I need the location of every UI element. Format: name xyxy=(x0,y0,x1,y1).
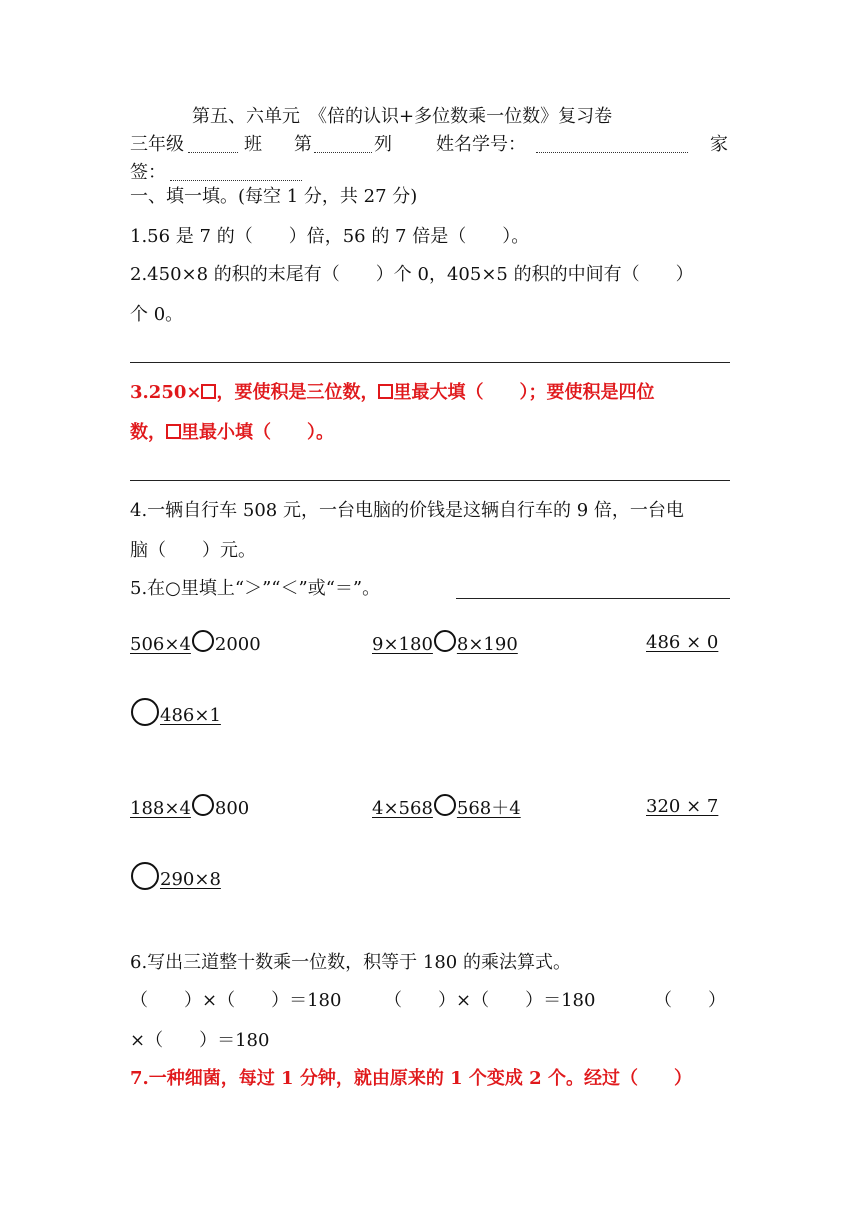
compare-6-left: 320 × 7 xyxy=(646,796,719,817)
compare-right: 8×190 xyxy=(456,634,518,655)
compare-3 xyxy=(130,698,221,729)
q3-text-4: 数， xyxy=(130,422,166,443)
question-2-line2: 个 0。 xyxy=(130,304,184,325)
compare-left: 188×4 xyxy=(130,798,191,819)
circle-blank-icon[interactable] xyxy=(434,794,456,816)
class-blank xyxy=(188,136,238,153)
compare-2 xyxy=(372,630,518,658)
box-icon xyxy=(201,384,216,399)
compare-left: 9×180 xyxy=(372,634,433,655)
section-heading: 一、填一填。(每空 1 分，共 27 分) xyxy=(130,186,418,207)
question-3-line1 xyxy=(130,382,654,404)
compare-right: 800 xyxy=(214,798,250,819)
box-icon xyxy=(378,384,393,399)
header-qian: 签： xyxy=(130,162,166,183)
header-jia: 家 xyxy=(710,134,728,155)
compare-left: 4×568 xyxy=(372,798,433,819)
circle-blank-icon[interactable] xyxy=(131,698,159,726)
q3-text-3: 里最大填（ ）；要使积是四位 xyxy=(393,382,655,403)
compare-right: 486×1 xyxy=(160,705,221,726)
divider-1 xyxy=(130,362,730,363)
question-7: 7.一种细菌，每过 1 分钟，就由原来的 1 个变成 2 个。经过（ ） xyxy=(130,1068,692,1089)
circle-blank-icon[interactable] xyxy=(434,630,456,652)
circle-blank-icon[interactable] xyxy=(192,794,214,816)
question-4-line1: 4.一辆自行车 508 元，一台电脑的价钱是这辆自行车的 9 倍，一台电 xyxy=(130,500,684,521)
question-1: 1.56 是 7 的（ ）倍，56 的 7 倍是（ ）。 xyxy=(130,226,530,247)
compare-1 xyxy=(130,630,261,658)
q6-expr-1: （ ）×（ ）＝180 xyxy=(130,990,342,1011)
compare-left: 506×4 xyxy=(130,634,191,655)
compare-right: 290×8 xyxy=(160,869,221,890)
q6-expr-3a: （ ） xyxy=(654,990,726,1011)
q3-text-1: 3.250× xyxy=(130,382,202,403)
question-2-line1: 2.450×8 的积的末尾有（ ）个 0，405×5 的积的中间有（ ） xyxy=(130,264,694,285)
compare-right: 568＋4 xyxy=(456,798,521,819)
compare-right: 2000 xyxy=(214,634,261,655)
question-4-line2: 脑（ ）元。 xyxy=(130,540,256,561)
header-lie: 列 xyxy=(374,134,392,155)
divider-2 xyxy=(130,480,730,481)
circle-blank-icon[interactable] xyxy=(192,630,214,652)
circle-blank-icon[interactable] xyxy=(131,862,159,890)
compare-5 xyxy=(372,794,521,822)
q5-answer-line xyxy=(456,598,730,599)
page-title: 第五、六单元 《倍的认识+多位数乘一位数》复习卷 xyxy=(192,106,613,127)
compare-3-left: 486 × 0 xyxy=(646,632,719,653)
header-grade: 三年级 xyxy=(130,134,184,155)
name-blank xyxy=(536,136,688,153)
question-5: 5.在○里填上“＞”“＜”或“＝”。 xyxy=(130,578,381,599)
header-name: 姓名学号： xyxy=(436,134,526,155)
q6-expr-2: （ ）×（ ）＝180 xyxy=(384,990,596,1011)
question-6: 6.写出三道整十数乘一位数，积等于 180 的乘法算式。 xyxy=(130,952,571,973)
q3-text-5: 里最小填（ ）。 xyxy=(181,422,334,443)
compare-6 xyxy=(130,862,221,893)
compare-4 xyxy=(130,794,249,822)
row-blank xyxy=(314,136,372,153)
header-class: 班 xyxy=(244,134,262,155)
q3-text-2: ，要使积是三位数， xyxy=(216,382,379,403)
signature-blank xyxy=(170,164,302,181)
header-di: 第 xyxy=(294,134,312,155)
question-3-line2 xyxy=(130,422,334,444)
box-icon xyxy=(166,424,181,439)
q6-expr-3b: ×（ ）＝180 xyxy=(130,1030,270,1051)
